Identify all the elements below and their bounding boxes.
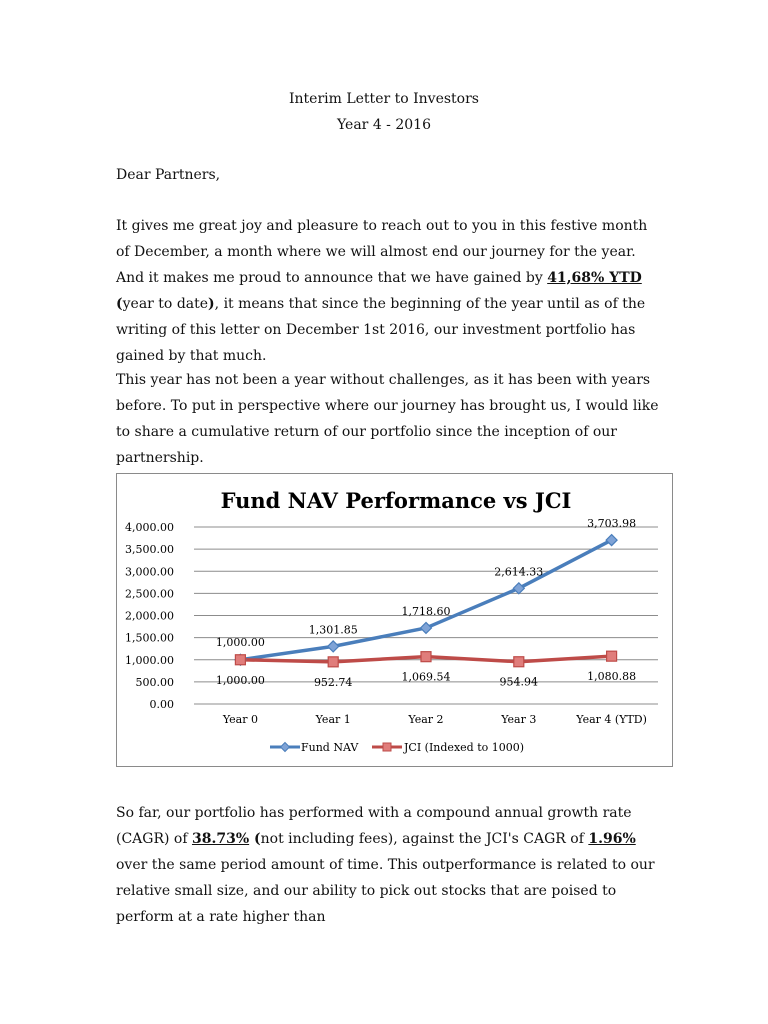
jci-point xyxy=(514,657,524,667)
jci-data-label: 1,069.54 xyxy=(401,670,451,684)
chart-data-labels xyxy=(216,517,636,689)
jci-data-label: 1,080.88 xyxy=(587,670,637,684)
paragraph-cagr-text-2: not including fees), against the JCI's CAGR of xyxy=(260,831,589,847)
paragraph-challenges: This year has not been a year without challenges, as it has been with years before. To put in perspective where our journey has brought us, I would like to share a cumulative return of our portfolio since the inception of our partnership. xyxy=(116,372,659,466)
jci-point xyxy=(235,655,245,665)
paragraph-cagr-text-1: So far, our portfolio has performed with a compound annual growth rate (CAGR) of xyxy=(116,805,632,847)
letter-subtitle: Year 4 - 2016 xyxy=(337,117,431,133)
legend-fund-nav-marker xyxy=(281,743,290,752)
cagr-fund-highlight: 38.73% xyxy=(191,831,250,847)
y-tick-label: 1,000.00 xyxy=(125,653,174,667)
ytd-paren-open: ( xyxy=(116,296,123,312)
jci-point xyxy=(421,652,431,662)
paragraph-ytd-text-1: It gives me great joy and pleasure to reach out to you in this festive month of December, a month where we will almost end our journey for the year. And it makes me proud to announce that we have gained by xyxy=(116,218,648,286)
legend-jci-label: JCI (Indexed to 1000) xyxy=(404,741,525,754)
jci-data-label: 954.94 xyxy=(499,675,539,689)
y-tick-label: 2,500.00 xyxy=(125,587,174,601)
x-tick-label: Year 0 xyxy=(222,713,258,726)
y-tick-label: 3,000.00 xyxy=(125,565,174,579)
nav-performance-chart xyxy=(116,473,673,767)
chart-x-axis-labels xyxy=(222,713,647,726)
fund-nav-point xyxy=(328,641,339,652)
series-line xyxy=(240,540,611,660)
x-tick-label: Year 1 xyxy=(315,713,351,726)
y-tick-label: 2,000.00 xyxy=(125,609,174,623)
jci-data-label: 952.74 xyxy=(313,675,353,689)
y-tick-label: 4,000.00 xyxy=(125,521,174,534)
fund-nav-data-label: 2,614.33 xyxy=(494,565,544,579)
chart-y-axis-labels xyxy=(125,521,174,711)
letter-title: Interim Letter to Investors xyxy=(289,91,479,107)
paragraph-cagr-text-3: over the same period amount of time. This outperformance is related to our relative small size, and our ability to pick out stocks that are poised to perform at a rate higher than xyxy=(116,857,655,925)
paragraph-cagr xyxy=(116,800,664,930)
cagr-jci-highlight: 1.96% xyxy=(588,831,636,847)
chart-canvas xyxy=(117,474,672,766)
paragraph-ytd xyxy=(116,213,664,369)
chart-series xyxy=(235,535,617,667)
chart-title: Fund NAV Performance vs JCI xyxy=(220,488,572,513)
x-tick-label: Year 4 (YTD) xyxy=(576,713,647,726)
y-tick-label: 3,500.00 xyxy=(125,543,174,557)
y-tick-label: 1,500.00 xyxy=(125,631,174,645)
jci-data-label: 1,000.00 xyxy=(215,673,265,687)
x-tick-label: Year 3 xyxy=(501,713,537,726)
fund-nav-data-label: 1,718.60 xyxy=(401,604,451,618)
x-tick-label: Year 2 xyxy=(408,713,444,726)
jci-point xyxy=(607,651,617,661)
ytd-highlight: 41,68% YTD xyxy=(547,270,642,286)
cagr-paren-open: ( xyxy=(249,831,261,847)
jci-point xyxy=(328,657,338,667)
paragraph-ytd-text-2: , it means that since the beginning of the year until as of the writing of this letter on December 1st 2016, our investment portfolio has gained by that much. xyxy=(116,296,646,364)
greeting: Dear Partners, xyxy=(116,167,221,183)
fund-nav-data-label: 1,301.85 xyxy=(308,623,358,637)
fund-nav-data-label: 3,703.98 xyxy=(587,517,637,531)
chart-legend xyxy=(270,741,524,754)
ytd-paren-text: year to date xyxy=(122,296,209,312)
y-tick-label: 0.00 xyxy=(149,698,174,711)
fund-nav-data-label: 1,000.00 xyxy=(215,635,265,649)
fund-nav-point xyxy=(421,622,432,633)
legend-jci-marker xyxy=(383,743,391,751)
legend-fund-nav-label: Fund NAV xyxy=(301,741,359,754)
ytd-paren-close: ) xyxy=(208,296,215,312)
y-tick-label: 500.00 xyxy=(135,675,174,689)
